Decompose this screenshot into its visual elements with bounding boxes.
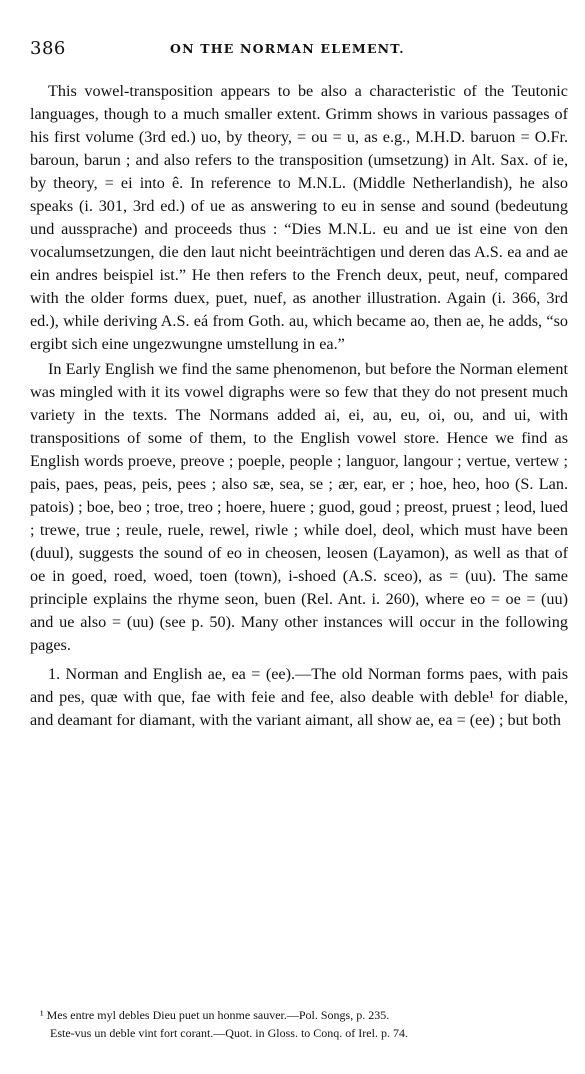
body-text — [30, 80, 568, 732]
page-header — [30, 38, 570, 62]
footnote-1-line-2: Este-vus un deble vint fort corant.—Quot. in Gloss. to Conq. of Irel. p. 74. — [50, 1026, 408, 1040]
paragraph-vowel-transposition: This vowel-transposition appears to be also a characteristic of the Teutonic languages, though to a much smaller extent. Grimm shows in various passages of his first volume (3rd ed.) uo, by theory, = ou = u, as e.g., M.H.D. baruon = O.Fr. baroun, barun ; and also refers to the transposition (umsetzung) in Alt. Sax. of ie, by theory, = ei into ê. In reference to M.N.L. (Middle Netherlandish), he also speaks (i. 301, 3rd ed.) of ue as answering to eu in sense and sound (bedeutung und aussprache) and proceeds thus : “Dies M.N.L. eu and ue ist eine von den vocalumsetzungen, die den laut nicht beeinträchtigen und deren das A.S. ea and ae ein andres beispiel ist.” He then refers to the French deux, peut, neuf, compared with the older forms duex, puet, nuef, as another illustration. Again (i. 366, 3rd ed.), while deriving A.S. eá from Goth. au, which became ao, then ae, he adds, “so ergibt sich eine ungezwungne umstellung in ea.” — [30, 82, 568, 353]
footnote-1-line-1: ¹ Mes entre myl debles Dieu puet un honme sauver.—Pol. Songs, p. 235. — [40, 1008, 390, 1022]
footnotes — [30, 1006, 568, 1042]
paragraph-early-english: In Early English we find the same phenomenon, but before the Norman element was mingled with it its vowel digraphs were so few that they do not present much variety in the texts. The Normans added ai, ei, au, eu, oi, ou, and ui, with transpositions of some of them, to the English vowel store. Hence we find as English words proeve, preove ; poeple, people ; languor, langour ; vertue, vertew ; pais, paes, peas, peis, pees ; also sæ, sea, se ; ær, ear, er ; hoe, heo, hoo (S. Lan. patois) ; boe, beo ; troe, treo ; hoere, huere ; guod, goud ; preost, pruest ; leod, lued ; trewe, true ; reule, ruele, rewel, riwle ; while doel, deol, which must have been (duul), suggests the sound of eo in cheosen, leosen (Layamon), as well as that of oe in goed, roed, woed, toen (town), i-shoed (A.S. sceo), as = (uu). The same principle explains the rhyme seon, buen (Rel. Ant. i. 260), where eo = oe = (uu) and ue also = (uu) (see p. 50). Many other instances will occur in the following pages. — [30, 360, 568, 654]
running-head: ON THE NORMAN ELEMENT. — [170, 41, 405, 56]
paragraph-norman-ae-ea: 1. Norman and English ae, ea = (ee).—The old Norman forms paes, with pais and pes, quæ with que, fae with feie and fee, also deable with deble¹ for diable, and deamant for diamant, with the variant aimant, all show ae, ea = (ee) ; but both — [30, 665, 568, 729]
page-number: 386 — [30, 38, 66, 59]
